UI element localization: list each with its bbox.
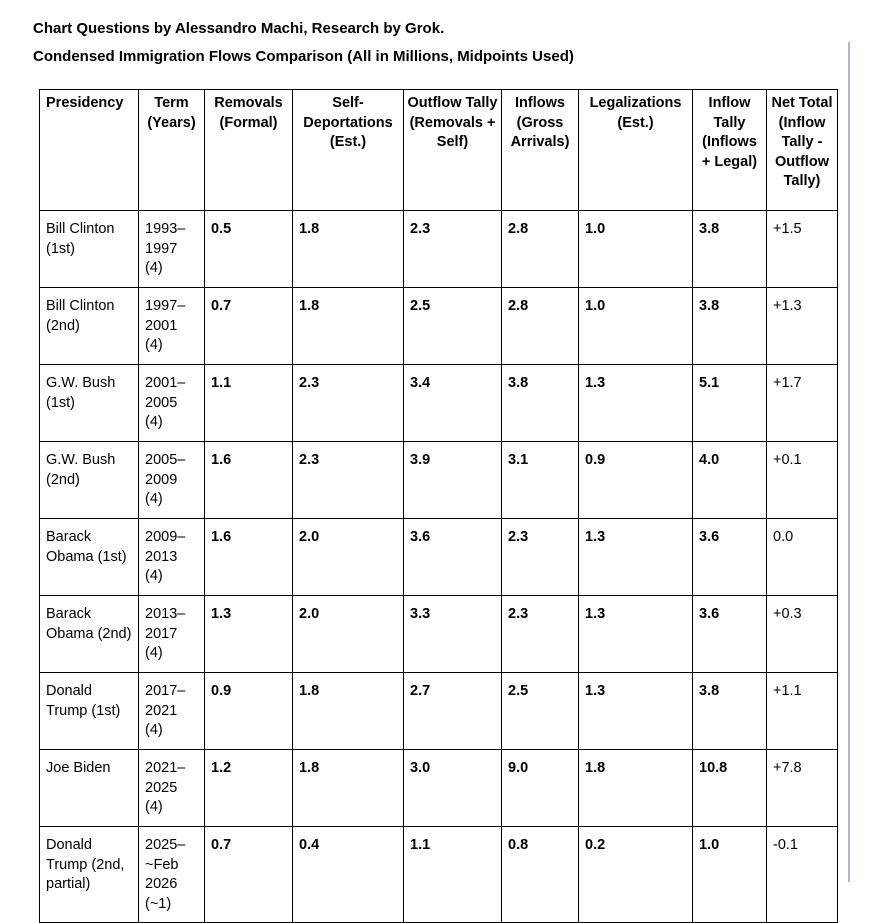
presidency-cell: Bill Clinton (2nd) [40, 288, 139, 365]
term-cell: 2017–2021 (4) [139, 673, 205, 750]
removals-cell: 1.3 [205, 596, 293, 673]
table-row [40, 365, 838, 442]
inflow-tally-cell: 4.0 [693, 442, 767, 519]
column-header: Removals (Formal) [205, 90, 293, 211]
inflows-cell: 2.3 [502, 519, 579, 596]
net-total-cell: +1.7 [767, 365, 838, 442]
inflows-cell: 2.5 [502, 673, 579, 750]
legalizations-cell: 1.3 [579, 519, 693, 596]
inflow-tally-cell: 5.1 [693, 365, 767, 442]
net-total-cell: 0.0 [767, 519, 838, 596]
table-row [40, 673, 838, 750]
inflow-tally-cell: 10.8 [693, 750, 767, 827]
column-header: Inflows (Gross Arrivals) [502, 90, 579, 211]
table-row [40, 211, 838, 288]
term-cell: 2005–2009 (4) [139, 442, 205, 519]
outflow-tally-cell: 3.3 [404, 596, 502, 673]
inflow-tally-cell: 1.0 [693, 827, 767, 923]
self-deportations-cell: 2.3 [293, 442, 404, 519]
outflow-tally-cell: 2.7 [404, 673, 502, 750]
net-total-cell: +1.1 [767, 673, 838, 750]
self-deportations-cell: 2.3 [293, 365, 404, 442]
legalizations-cell: 1.8 [579, 750, 693, 827]
presidency-cell: Barack Obama (1st) [40, 519, 139, 596]
presidency-cell: G.W. Bush (2nd) [40, 442, 139, 519]
removals-cell: 1.2 [205, 750, 293, 827]
table-row [40, 442, 838, 519]
column-header: Term (Years) [139, 90, 205, 211]
table-row [40, 519, 838, 596]
presidency-cell: Donald Trump (2nd, partial) [40, 827, 139, 923]
legalizations-cell: 1.0 [579, 288, 693, 365]
removals-cell: 0.5 [205, 211, 293, 288]
inflows-cell: 0.8 [502, 827, 579, 923]
outflow-tally-cell: 3.0 [404, 750, 502, 827]
term-cell: 2025–~Feb 2026 (~1) [139, 827, 205, 923]
removals-cell: 1.6 [205, 519, 293, 596]
term-cell: 1997–2001 (4) [139, 288, 205, 365]
self-deportations-cell: 2.0 [293, 519, 404, 596]
table-row [40, 750, 838, 827]
net-total-cell: +0.3 [767, 596, 838, 673]
legalizations-cell: 1.3 [579, 596, 693, 673]
table-row [40, 827, 838, 923]
self-deportations-cell: 2.0 [293, 596, 404, 673]
net-total-cell: +1.5 [767, 211, 838, 288]
removals-cell: 1.1 [205, 365, 293, 442]
table-row [40, 596, 838, 673]
column-header: Inflow Tally (Inflows + Legal) [693, 90, 767, 211]
presidency-cell: Bill Clinton (1st) [40, 211, 139, 288]
inflow-tally-cell: 3.6 [693, 519, 767, 596]
outflow-tally-cell: 3.9 [404, 442, 502, 519]
inflow-tally-cell: 3.8 [693, 673, 767, 750]
term-cell: 2009–2013 (4) [139, 519, 205, 596]
self-deportations-cell: 1.8 [293, 288, 404, 365]
net-total-cell: -0.1 [767, 827, 838, 923]
column-header: Legalizations (Est.) [579, 90, 693, 211]
inflows-cell: 2.8 [502, 288, 579, 365]
legalizations-cell: 1.0 [579, 211, 693, 288]
inflows-cell: 3.8 [502, 365, 579, 442]
inflow-tally-cell: 3.6 [693, 596, 767, 673]
removals-cell: 0.7 [205, 827, 293, 923]
removals-cell: 0.9 [205, 673, 293, 750]
term-cell: 2013–2017 (4) [139, 596, 205, 673]
legalizations-cell: 0.2 [579, 827, 693, 923]
self-deportations-cell: 1.8 [293, 211, 404, 288]
self-deportations-cell: 1.8 [293, 750, 404, 827]
presidency-cell: G.W. Bush (1st) [40, 365, 139, 442]
header-row [40, 90, 838, 211]
outflow-tally-cell: 2.3 [404, 211, 502, 288]
inflows-cell: 3.1 [502, 442, 579, 519]
net-total-cell: +0.1 [767, 442, 838, 519]
removals-cell: 1.6 [205, 442, 293, 519]
table-row [40, 288, 838, 365]
removals-cell: 0.7 [205, 288, 293, 365]
net-total-cell: +1.3 [767, 288, 838, 365]
inflows-cell: 9.0 [502, 750, 579, 827]
self-deportations-cell: 1.8 [293, 673, 404, 750]
column-header: Presidency [40, 90, 139, 211]
inflow-tally-cell: 3.8 [693, 288, 767, 365]
legalizations-cell: 1.3 [579, 365, 693, 442]
legalizations-cell: 0.9 [579, 442, 693, 519]
self-deportations-cell: 0.4 [293, 827, 404, 923]
column-header: Self-Deportations (Est.) [293, 90, 404, 211]
inflows-cell: 2.8 [502, 211, 579, 288]
page-title: Chart Questions by Alessandro Machi, Research by Grok. [33, 20, 445, 37]
net-total-cell: +7.8 [767, 750, 838, 827]
outflow-tally-cell: 3.4 [404, 365, 502, 442]
quote-divider [848, 42, 850, 882]
legalizations-cell: 1.3 [579, 673, 693, 750]
immigration-flows-table [39, 89, 838, 923]
column-header: Outflow Tally (Removals + Self) [404, 90, 502, 211]
outflow-tally-cell: 1.1 [404, 827, 502, 923]
term-cell: 2001–2005 (4) [139, 365, 205, 442]
inflows-cell: 2.3 [502, 596, 579, 673]
table-caption: Condensed Immigration Flows Comparison (All in Millions, Midpoints Used) [33, 48, 574, 65]
outflow-tally-cell: 2.5 [404, 288, 502, 365]
outflow-tally-cell: 3.6 [404, 519, 502, 596]
presidency-cell: Donald Trump (1st) [40, 673, 139, 750]
presidency-cell: Joe Biden [40, 750, 139, 827]
term-cell: 2021–2025 (4) [139, 750, 205, 827]
presidency-cell: Barack Obama (2nd) [40, 596, 139, 673]
inflow-tally-cell: 3.8 [693, 211, 767, 288]
term-cell: 1993–1997 (4) [139, 211, 205, 288]
column-header: Net Total (Inflow Tally - Outflow Tally) [767, 90, 838, 211]
